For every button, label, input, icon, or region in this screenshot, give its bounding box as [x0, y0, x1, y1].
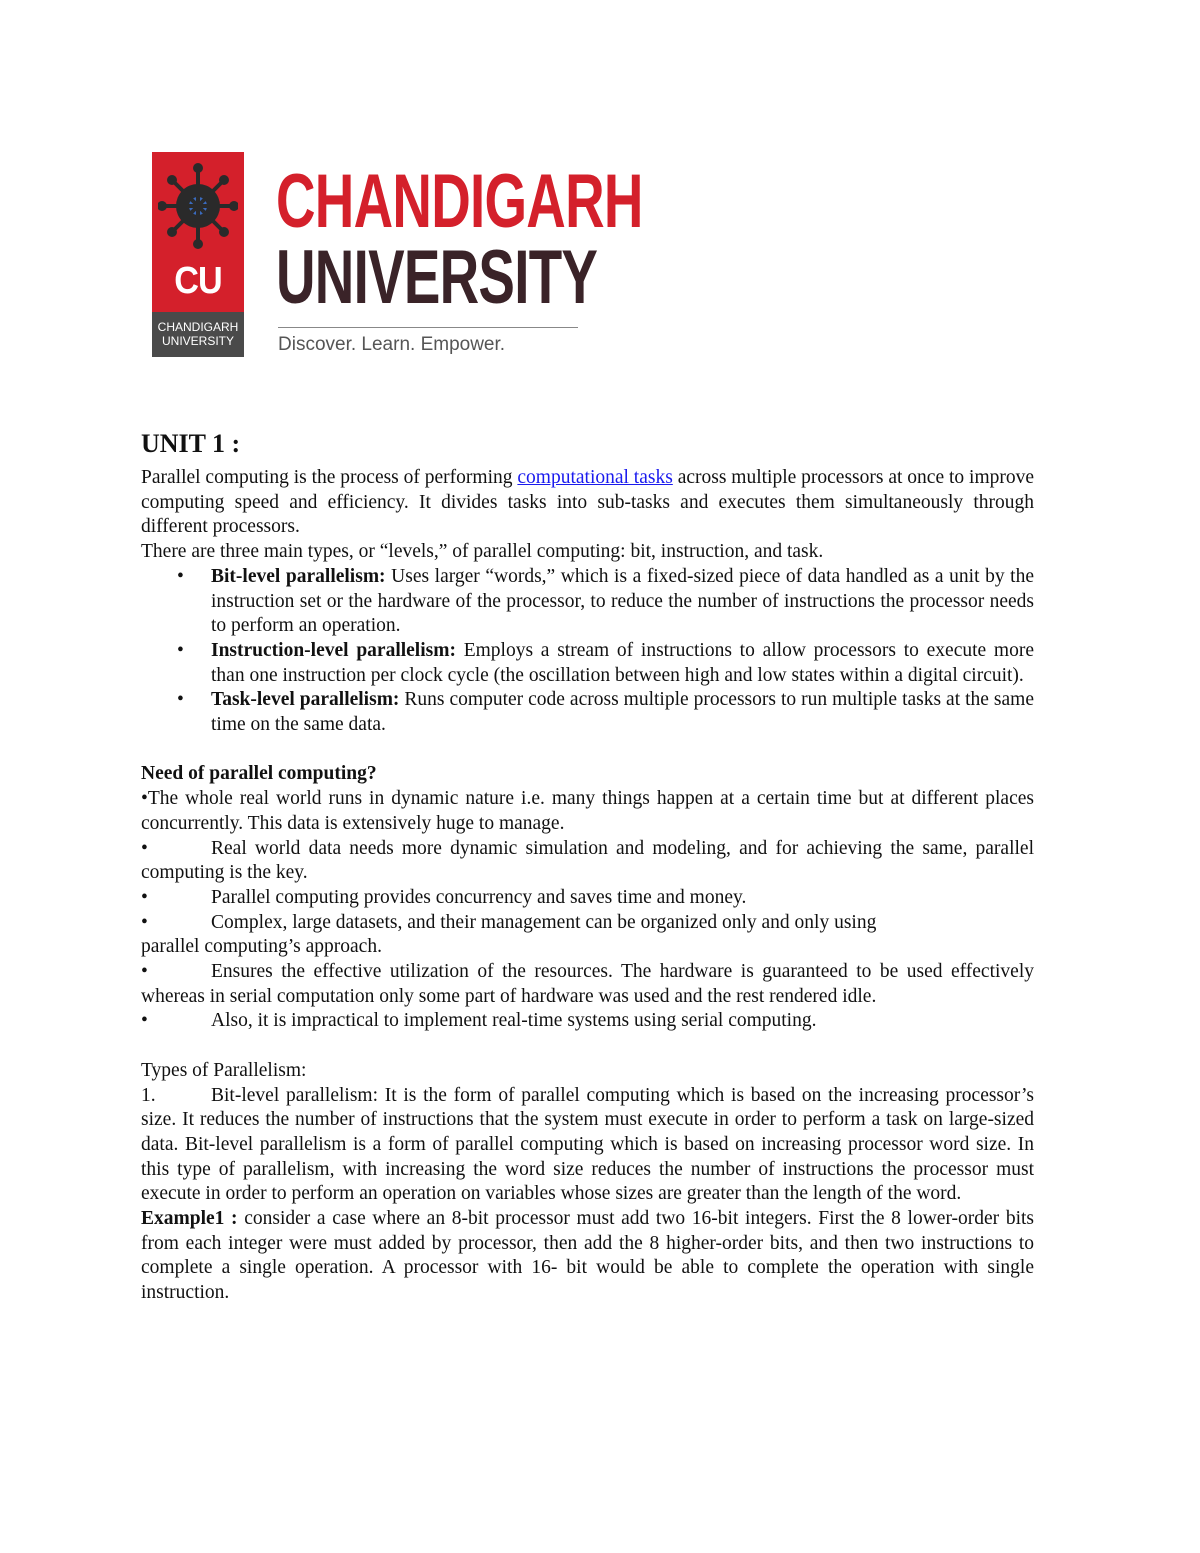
list-item	[211, 639, 1034, 688]
level-term: Bit-level parallelism:	[211, 565, 386, 587]
intro-text-end: across multiple processors at once to improve computing speed and efficiency. It divides tasks into sub-tasks and executes them simultaneously through different processors.	[141, 467, 1035, 538]
types-number: 1.	[141, 1084, 156, 1106]
brand-name-line2: UNIVERSITY	[276, 235, 598, 320]
emblem-panel	[152, 312, 244, 357]
need-item-text: Also, it is impractical to implement real-time systems using serial computing.	[211, 1010, 817, 1032]
spacer	[141, 738, 1034, 763]
computational-tasks-link[interactable]: computational tasks	[517, 467, 673, 488]
level-term: Task-level parallelism:	[211, 689, 400, 711]
need-item-text: Complex, large datasets, and their management can be organized only and only using	[211, 911, 877, 933]
level-term: Instruction-level parallelism:	[211, 639, 456, 661]
emblem-initials: CU	[174, 260, 222, 302]
intro-text-start: Parallel computing is the process of performing	[141, 467, 518, 488]
need-item	[141, 886, 1034, 911]
brand-name-line1: CHANDIGARH	[276, 159, 643, 244]
document-body	[141, 428, 1034, 1306]
need-item	[141, 1009, 1034, 1034]
need-item	[141, 960, 1034, 1009]
list-item	[211, 688, 1034, 737]
need-item-text: Real world data needs more dynamic simulation and modeling, and for achieving the same, parallel computing is the key.	[141, 837, 1034, 884]
need-item-continuation: parallel computing’s approach.	[141, 936, 382, 958]
example-label: Example1 :	[141, 1208, 238, 1230]
bullet-glyph: •	[141, 961, 148, 983]
level-text: Employs a stream of instructions to allow processors to execute more than one instruction per clock cycle (the oscillation between high and low states within a digital circuit).	[211, 639, 1034, 686]
types-paragraph	[141, 1084, 1034, 1208]
types-heading: Types of Parallelism:	[141, 1059, 307, 1081]
emblem	[152, 152, 244, 357]
need-heading-text: Need of parallel computing?	[141, 763, 377, 785]
unit-heading: UNIT 1 :	[141, 429, 241, 458]
bullet-glyph: •	[141, 1010, 148, 1032]
emblem-line2: UNIVERSITY	[161, 334, 234, 348]
brand-tagline: Discover. Learn. Empower.	[278, 334, 506, 355]
need-first: •The whole real world runs in dynamic nature i.e. many things happen at a certain time but at different places concurrently. This data is extensively huge to manage.	[141, 788, 1034, 834]
bullet-glyph: •	[141, 886, 148, 908]
need-item	[141, 837, 1034, 886]
types-text: Bit-level parallelism: It is the form of parallel computing which is based on the increasing processor’s size. It reduces the number of instructions that the system must execute in order to perform a task on large-sized data. Bit-level parallelism is a form of parallel computing which is based on increasing processor word size. In this type of parallelism, with increasing the word size reduces the number of instructions the processor must execute in order to perform an operation on variables whose sizes are greater than the length of the word.	[141, 1084, 1034, 1205]
need-item-text: Ensures the effective utilization of the resources. The hardware is guaranteed to be used effectively whereas in serial computation only some part of hardware was used and the rest rendered idle.	[141, 961, 1034, 1007]
spacer	[141, 1034, 1034, 1059]
university-logo	[152, 152, 643, 362]
need-item	[141, 911, 1034, 936]
example-paragraph	[141, 1207, 1034, 1306]
levels-list	[141, 565, 1034, 738]
levels-intro: There are three main types, or “levels,” of parallel computing: bit, instruction, and task.	[141, 541, 824, 563]
need-heading	[141, 762, 1034, 787]
need-item-text: Parallel computing provides concurrency and saves time and money.	[211, 886, 747, 908]
level-text: Uses larger “words,” which is a fixed-sized piece of data handled as a unit by the instruction set or the hardware of the processor, to reduce the number of instructions the processor needs to perform an operation.	[211, 565, 1034, 637]
brand-divider	[278, 327, 578, 328]
bullet-glyph: •	[141, 837, 148, 859]
example-text: consider a case where an 8-bit processor must add two 16-bit integers. First the 8 lower-order bits from each integer were must added by processor, then add the 8 higher-order bits, and then two instructions to complete a single operation. A processor with 16- bit would be able to complete the operation with single instruction.	[141, 1208, 1034, 1304]
list-item	[211, 565, 1034, 639]
intro-paragraph	[141, 466, 1034, 540]
emblem-line1: CHANDIGARH	[157, 320, 239, 334]
wheel-emblem-icon	[158, 158, 238, 258]
level-text: Runs computer code across multiple processors to run multiple tasks at the same time on the same data.	[211, 689, 1034, 736]
bullet-glyph: •	[141, 911, 148, 933]
